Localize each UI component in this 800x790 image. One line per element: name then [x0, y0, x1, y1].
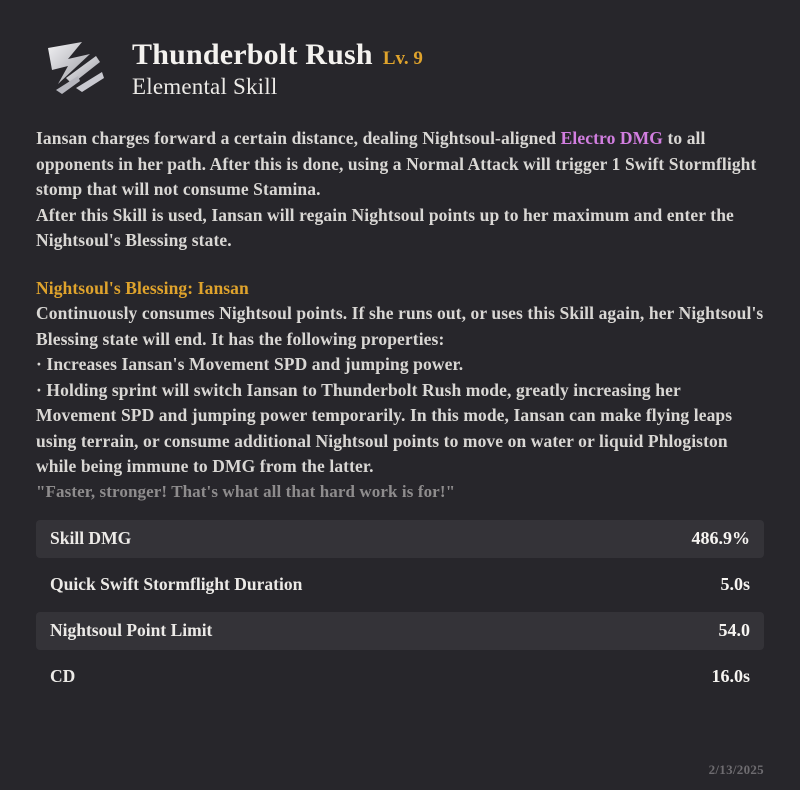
stat-label: Quick Swift Stormflight Duration — [50, 574, 303, 594]
description-paragraph-2: After this Skill is used, Iansan will regain Nightsoul points up to her maximum and enter the Nightsoul's Blessing state. — [36, 204, 734, 250]
skill-title-block — [132, 38, 423, 100]
description-bullet-1: · Increases Iansan's Movement SPD and jumping power. — [36, 354, 464, 374]
page-title: Thunderbolt Rush — [132, 38, 373, 71]
electro-dmg-highlight: Electro DMG — [560, 128, 663, 148]
table-row — [36, 520, 764, 558]
nightsoul-blessing-subheading: Nightsoul's Blessing: Iansan — [36, 277, 249, 298]
skill-level-badge: Lv. 9 — [382, 48, 423, 69]
description-bullet-2: · Holding sprint will switch Iansan to Thunderbolt Rush mode, greatly increasing her Movement SPD and jumping power temporarily. In this mode, Iansan can make flying leaps using terrain, or consume additional Nightsoul points to move on water or liquid Phlogiston while being immune to DMG from the latter. — [36, 379, 733, 476]
description-p1-part-b: to all opponents in her path. After this is done, using a Normal Attack will trigger 1 Swift Stormflight stomp that will not consume Stamina. — [36, 128, 757, 199]
skill-header — [36, 0, 764, 126]
stat-value: 5.0s — [720, 574, 750, 594]
skill-description — [36, 126, 764, 504]
timestamp: 2/13/2025 — [708, 762, 764, 777]
table-row — [36, 658, 764, 696]
description-paragraph-1 — [36, 126, 764, 203]
stat-value: 16.0s — [711, 666, 750, 686]
stat-label: CD — [50, 666, 76, 686]
skill-flavor-quote: "Faster, stronger! That's what all that hard work is for!" — [36, 481, 456, 501]
paragraph-spacer — [36, 254, 764, 276]
stat-value: 54.0 — [718, 620, 750, 640]
description-p1-part-a: Iansan charges forward a certain distance, dealing Nightsoul-aligned — [36, 128, 561, 148]
table-row — [36, 566, 764, 604]
stat-value: 486.9% — [691, 528, 750, 548]
skill-stats-table — [36, 520, 764, 696]
skill-type-label: Elemental Skill — [132, 74, 278, 99]
stat-label: Nightsoul Point Limit — [50, 620, 213, 640]
table-row — [36, 612, 764, 650]
description-paragraph-3: Continuously consumes Nightsoul points. If she runs out, or uses this Skill again, her Nightsoul's Blessing state will end. It has the following properties: — [36, 303, 764, 349]
thunderbolt-rush-skill-icon — [36, 30, 114, 108]
stat-label: Skill DMG — [50, 528, 132, 548]
